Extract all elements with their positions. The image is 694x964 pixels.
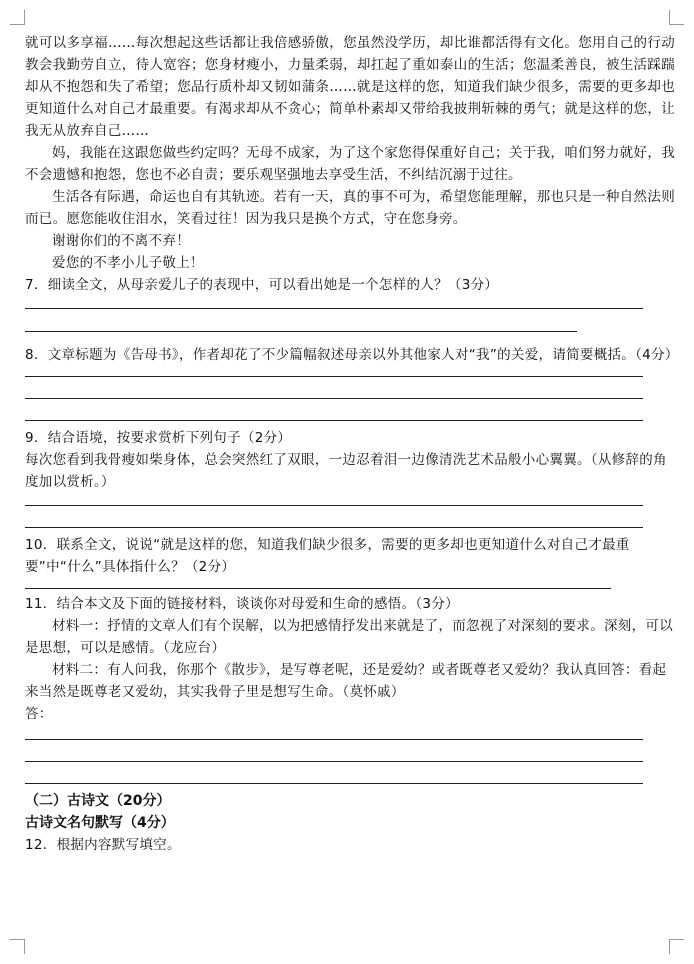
answer-line[interactable] (25, 376, 643, 377)
passage-paragraph: 生活各有际遇，命运也自有其轨迹。若有一天，真的事不可为，希望您能理解，那也只是一种自然法则而已。愿您能收住泪水，笑看过往！因为我只是换个方式，守在您身旁。 (25, 189, 675, 227)
page-content (25, 32, 679, 856)
question-8: 8．文章标题为《告母书》，作者却花了不少篇幅叙述母亲以外其他家人对“我”的关爱，请简要概括。（4分） (25, 347, 679, 363)
passage-paragraph: 就可以多享福……每次想起这些话都让我倍感骄傲，您虽然没学历，却比谁都活得有文化。您用自己的行动教会我勤劳自立，待人宽容；您身材瘦小，力量柔弱，却扛起了重如泰山的生活；您温柔善良，被生活踩踹却从不抱怨和失了希望；您品行质朴却又韧如蒲条……就是这样的您，知道我们缺少很多，需要的更多却也更知道什么对自己才最重要。有渴求却从不贪心；简单朴素却又带给我披荆斩棘的勇气；就是这样的您，让我无从放弃自己…… (25, 35, 675, 139)
answer-line[interactable] (25, 331, 577, 332)
section-title: （二）古诗文（20分） (25, 793, 171, 809)
answer-label: 答： (25, 706, 53, 722)
crop-mark (669, 10, 684, 25)
crop-mark (10, 10, 25, 25)
section-subtitle: 古诗文名句默写（4分） (25, 815, 175, 831)
question-11: 11．结合本文及下面的链接材料，谈谈你对母爱和生命的感悟。（3分） (25, 596, 459, 612)
question-9-sentence: 每次您看到我骨瘦如柴身体，总会突然红了双眼，一边忍着泪一边像清洗艺术品般小心翼翼。（从修辞的角度加以赏析。） (25, 452, 667, 490)
answer-line[interactable] (25, 420, 643, 421)
answer-line[interactable] (25, 398, 643, 399)
answer-line[interactable] (25, 308, 643, 309)
answer-line[interactable] (25, 783, 643, 784)
question-12: 12．根据内容默写填空。 (25, 837, 181, 853)
passage-signature: 爱您的不孝小儿子敬上！ (52, 255, 204, 271)
answer-line[interactable] (25, 505, 643, 506)
answer-line[interactable] (25, 588, 611, 589)
answer-line[interactable] (25, 527, 643, 528)
question-9: 9．结合语境，按要求赏析下列句子（2分） (25, 430, 292, 446)
passage-paragraph: 妈，我能在这跟您做些约定吗？无母不成家，为了这个家您得保重好自己；关于我，咱们努力就好，我不会遗憾和抱怨，您也不必自责；要乐观坚强地去享受生活，不纠结沉溺于过往。 (25, 145, 675, 183)
material-1: 材料一：抒情的文章人们有个误解，以为把感情抒发出来就是了，而忽视了对深刻的要求。深刻，可以是思想，可以是感情。（龙应台） (25, 618, 673, 656)
question-7: 7．细读全文，从母亲爱儿子的表现中，可以看出她是一个怎样的人？（3分） (25, 277, 499, 293)
passage-paragraph: 谢谢你们的不离不弃！ (52, 233, 190, 249)
crop-mark (669, 939, 684, 954)
answer-line[interactable] (25, 739, 643, 740)
answer-line[interactable] (25, 761, 643, 762)
crop-mark (10, 939, 25, 954)
material-2: 材料二：有人问我，你那个《散步》，是写尊老呢，还是爱幼？或者既尊老又爱幼？我认真回答：看起来当然是既尊老又爱幼，其实我骨子里是想写生命。（莫怀戚） (25, 662, 667, 700)
question-10: 10．联系全文，说说“就是这样的您，知道我们缺少很多，需要的更多却也更知道什么对自己才最重要”中“什么”具体指什么？（2分） (25, 537, 630, 575)
